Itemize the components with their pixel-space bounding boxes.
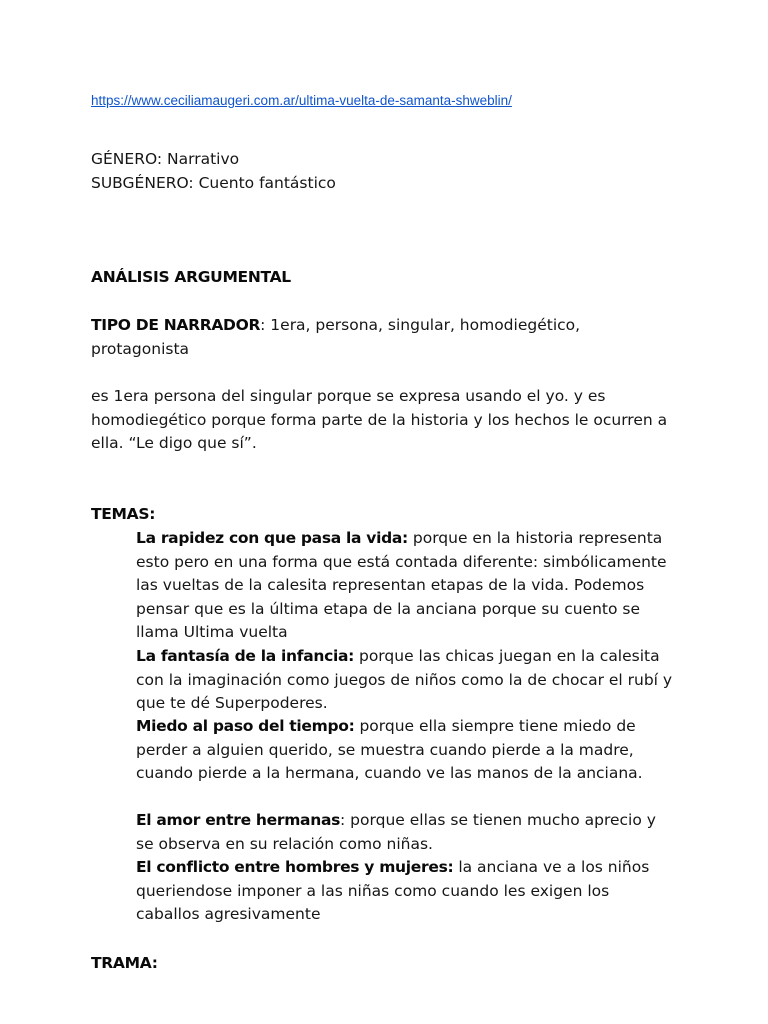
trama-heading: TRAMA:: [91, 954, 158, 972]
tema-text: porque las chicas juegan en la calesita con la imaginación como juegos de niños como la de chocar el rubí y que te dé Superpoderes.: [136, 647, 673, 712]
tema-title: La rapidez con que pasa la vida:: [136, 529, 408, 547]
tema-title: La fantasía de la infancia:: [136, 647, 355, 665]
tema-text: porque en la historia representa esto pero en una forma que está contada diferente: simbólicamente las vueltas de la calesita representan etapas de la vida. Podemos pensar que es la última etapa de la anciana porque su cuento se llama Ultima vuelta: [136, 529, 667, 641]
genero-line: GÉNERO: Narrativo: [91, 150, 240, 168]
explicacion-paragraph: es 1era persona del singular porque se expresa usando el yo. y es homodiegético porque forma parte de la historia y los hechos le ocurren a ella. “Le digo que sí”.: [91, 387, 668, 452]
tema-item: [136, 809, 676, 856]
tema-item: [136, 856, 676, 927]
tema-text: : porque ellas se tienen mucho aprecio y se observa en su relación como niñas.: [136, 811, 656, 853]
subgenero-line: SUBGÉNERO: Cuento fantástico: [91, 174, 336, 192]
tema-item: [136, 527, 676, 645]
source-link[interactable]: https://www.ceciliamaugeri.com.ar/ultima-vuelta-de-samanta-shweblin/: [91, 93, 512, 108]
narrador-line: [91, 314, 580, 338]
narrador-label: TIPO DE NARRADOR: [91, 316, 261, 334]
temas-heading: TEMAS:: [91, 505, 156, 523]
tema-title: El amor entre hermanas: [136, 811, 341, 829]
tema-item: [136, 715, 676, 786]
narrador-line-2: protagonista: [91, 340, 190, 358]
tema-title: El conflicto entre hombres y mujeres:: [136, 858, 454, 876]
analisis-heading: ANÁLISIS ARGUMENTAL: [91, 268, 291, 286]
tema-title: Miedo al paso del tiempo:: [136, 717, 355, 735]
narrador-text: : 1era, persona, singular, homodiegético,: [260, 316, 581, 334]
tema-text: porque ella siempre tiene miedo de perder a alguien querido, se muestra cuando pierde a la madre, cuando pierde a la hermana, cuando ve las manos de la anciana.: [136, 717, 643, 782]
tema-text: la anciana ve a los niños queriendose imponer a las niñas como cuando les exigen los caballos agresivamente: [136, 858, 650, 923]
tema-item: [136, 645, 676, 716]
